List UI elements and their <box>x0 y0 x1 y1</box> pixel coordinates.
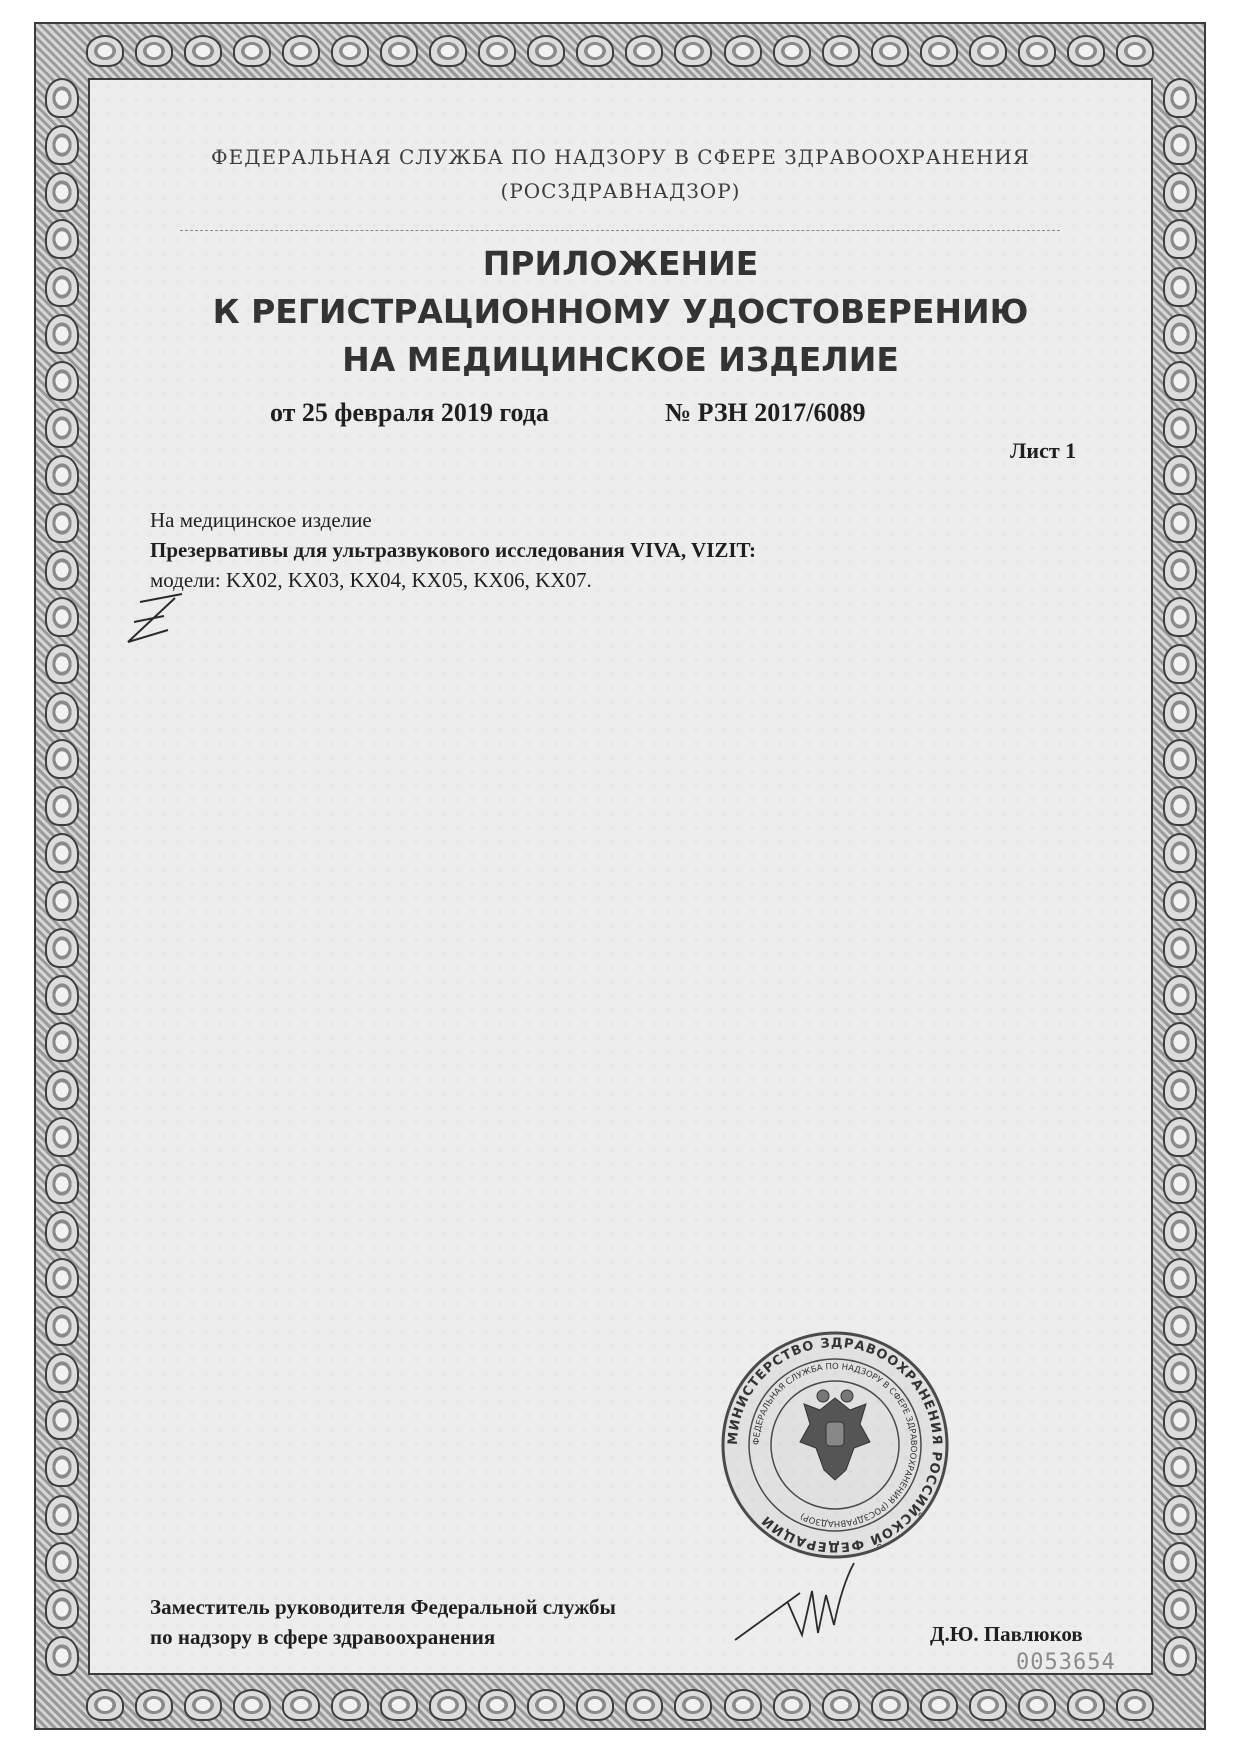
ornament-motif <box>920 1689 958 1721</box>
ornament-motif <box>1163 361 1197 401</box>
ornament-motif <box>576 1689 614 1721</box>
ornament-motif <box>674 35 712 67</box>
ornament-motif <box>45 361 79 401</box>
ornament-motif <box>527 35 565 67</box>
ornament-motif <box>871 35 909 67</box>
ornament-motif <box>576 35 614 67</box>
ornament-motif <box>1163 1636 1197 1676</box>
ornament-motif <box>1163 739 1197 779</box>
ornament-motif <box>429 35 467 67</box>
ornament-motif <box>233 35 271 67</box>
ornament-motif <box>1163 503 1197 543</box>
ornament-motif <box>45 1164 79 1204</box>
ornament-motif <box>380 1689 418 1721</box>
device-name: Презервативы для ультразвукового исследования VIVA, VIZIT: <box>150 538 756 562</box>
ornament-motif <box>1163 692 1197 732</box>
ornament-motif <box>380 35 418 67</box>
ornament-motif <box>45 1495 79 1535</box>
ornament-motif <box>1163 267 1197 307</box>
ornament-motif <box>969 1689 1007 1721</box>
ornament-motif <box>1163 597 1197 637</box>
ornament-motif <box>1163 1495 1197 1535</box>
registration-number: № РЗН 2017/6089 <box>665 398 866 427</box>
ornament-motif <box>1163 1117 1197 1157</box>
ornament-motif <box>45 928 79 968</box>
ornament-motif <box>969 35 1007 67</box>
ornament-motif <box>1163 928 1197 968</box>
agency-name: ФЕДЕРАЛЬНАЯ СЛУЖБА ПО НАДЗОРУ В СФЕРЕ ЗДРАВООХРАНЕНИЯ <box>211 145 1030 169</box>
signer-title <box>150 1592 616 1652</box>
ornament-motif <box>1163 1164 1197 1204</box>
ornament-motif <box>1163 314 1197 354</box>
device-description <box>150 505 756 595</box>
agency-abbreviation: (РОСЗДРАВНАДЗОР) <box>500 179 741 203</box>
border-ornament-right <box>1156 74 1204 1680</box>
ornament-motif <box>45 1070 79 1110</box>
ornament-motif <box>1163 644 1197 684</box>
official-seal <box>720 1330 950 1560</box>
ornament-motif <box>86 1689 124 1721</box>
ornament-motif <box>773 35 811 67</box>
title-line-1: ПРИЛОЖЕНИЕ <box>482 244 759 283</box>
date-number-line <box>270 398 866 428</box>
ornament-motif <box>233 1689 271 1721</box>
ornament-motif <box>45 503 79 543</box>
ornament-motif <box>724 35 762 67</box>
ornament-motif <box>1163 125 1197 165</box>
ornament-motif <box>724 1689 762 1721</box>
ornament-motif <box>527 1689 565 1721</box>
ornament-motif <box>1163 172 1197 212</box>
ornament-motif <box>1163 786 1197 826</box>
ornament-motif <box>45 455 79 495</box>
ornament-motif <box>478 1689 516 1721</box>
ornament-motif <box>45 1306 79 1346</box>
ornament-motif <box>674 1689 712 1721</box>
handwritten-signature <box>730 1555 860 1645</box>
agency-header <box>120 140 1121 208</box>
ornament-motif <box>45 78 79 118</box>
ornament-motif <box>1163 881 1197 921</box>
ornament-motif <box>45 644 79 684</box>
ornament-motif <box>282 35 320 67</box>
ornament-motif <box>1163 1022 1197 1062</box>
ornament-motif <box>1163 78 1197 118</box>
ornament-motif <box>45 267 79 307</box>
ornament-motif <box>1163 1211 1197 1251</box>
ornament-motif <box>135 1689 173 1721</box>
ornament-motif <box>45 1022 79 1062</box>
ornament-motif <box>1018 35 1056 67</box>
signer-name: Д.Ю. Павлюков <box>930 1622 1083 1646</box>
ornament-motif <box>45 1542 79 1582</box>
ornament-motif <box>1163 1258 1197 1298</box>
ornament-motif <box>45 125 79 165</box>
ornament-motif <box>1163 1353 1197 1393</box>
ornament-motif <box>45 172 79 212</box>
ornament-motif <box>45 1353 79 1393</box>
ornament-motif <box>625 1689 663 1721</box>
ornament-motif <box>1163 1306 1197 1346</box>
ornament-motif <box>331 35 369 67</box>
ornament-motif <box>871 1689 909 1721</box>
ornament-motif <box>45 408 79 448</box>
ornament-motif <box>1116 1689 1154 1721</box>
ornament-motif <box>1163 455 1197 495</box>
ornament-motif <box>1018 1689 1056 1721</box>
ornament-motif <box>45 786 79 826</box>
ornament-motif <box>1163 1070 1197 1110</box>
ornament-motif <box>1116 35 1154 67</box>
ornament-motif <box>1163 1589 1197 1629</box>
title-line-2: К РЕГИСТРАЦИОННОМУ УДОСТОВЕРЕНИЮ <box>212 292 1029 331</box>
border-ornament-bottom <box>80 1680 1160 1730</box>
ornament-motif <box>86 35 124 67</box>
ornament-motif <box>45 597 79 637</box>
ornament-motif <box>45 1400 79 1440</box>
ornament-motif <box>625 35 663 67</box>
svg-text:МИНИСТЕРСТВО ЗДРАВООХРАНЕНИЯ Р: МИНИСТЕРСТВО ЗДРАВООХРАНЕНИЯ РОССИЙСКОЙ ФЕДЕРАЦИИ <box>725 1335 945 1555</box>
ornament-motif <box>45 219 79 259</box>
ornament-motif <box>282 1689 320 1721</box>
ornament-motif <box>1163 975 1197 1015</box>
ornament-motif <box>1067 35 1105 67</box>
handwritten-mark <box>120 590 200 650</box>
ornament-motif <box>184 35 222 67</box>
sheet-number: Лист 1 <box>1010 438 1077 463</box>
ornament-motif <box>1163 833 1197 873</box>
ornament-motif <box>331 1689 369 1721</box>
ornament-motif <box>45 833 79 873</box>
border-ornament-left <box>38 74 86 1680</box>
ornament-motif <box>1163 219 1197 259</box>
form-serial-number: 0053654 <box>1016 1650 1116 1675</box>
ornament-motif <box>478 35 516 67</box>
ornament-motif <box>1163 1400 1197 1440</box>
ornament-motif <box>1067 1689 1105 1721</box>
ornament-motif <box>45 1447 79 1487</box>
ornament-motif <box>45 975 79 1015</box>
ornament-motif <box>45 550 79 590</box>
border-ornament-top <box>80 26 1160 76</box>
ornament-motif <box>45 314 79 354</box>
document-title <box>120 240 1121 384</box>
ornament-motif <box>184 1689 222 1721</box>
ornament-motif <box>45 692 79 732</box>
device-models: модели: KX02, KX03, KX04, KX05, KX06, KX07. <box>150 568 592 592</box>
ornament-motif <box>45 1258 79 1298</box>
ornament-motif <box>1163 550 1197 590</box>
ornament-motif <box>822 1689 860 1721</box>
ornament-motif <box>135 35 173 67</box>
svg-text:ФЕДЕРАЛЬНАЯ СЛУЖБА ПО НАДЗОРУ: ФЕДЕРАЛЬНАЯ СЛУЖБА ПО НАДЗОРУ В СФЕРЕ ЗДРАВООХРАНЕНИЯ (РОСЗДРАВНАДЗОР) <box>751 1361 919 1529</box>
header-divider <box>180 230 1060 231</box>
ornament-motif <box>1163 1542 1197 1582</box>
ornament-motif <box>773 1689 811 1721</box>
signer-title-line-1: Заместитель руководителя Федеральной службы <box>150 1595 616 1619</box>
issue-date: от 25 февраля 2019 года <box>270 398 549 427</box>
device-intro: На медицинское изделие <box>150 508 372 532</box>
ornament-motif <box>429 1689 467 1721</box>
ornament-motif <box>45 1636 79 1676</box>
ornament-motif <box>1163 408 1197 448</box>
signer-title-line-2: по надзору в сфере здравоохранения <box>150 1625 496 1649</box>
ornament-motif <box>1163 1447 1197 1487</box>
title-line-3: НА МЕДИЦИНСКОЕ ИЗДЕЛИЕ <box>342 340 899 379</box>
ornament-motif <box>920 35 958 67</box>
ornament-motif <box>45 1117 79 1157</box>
ornament-motif <box>45 1589 79 1629</box>
ornament-motif <box>45 1211 79 1251</box>
ornament-motif <box>822 35 860 67</box>
ornament-motif <box>45 881 79 921</box>
ornament-motif <box>45 739 79 779</box>
